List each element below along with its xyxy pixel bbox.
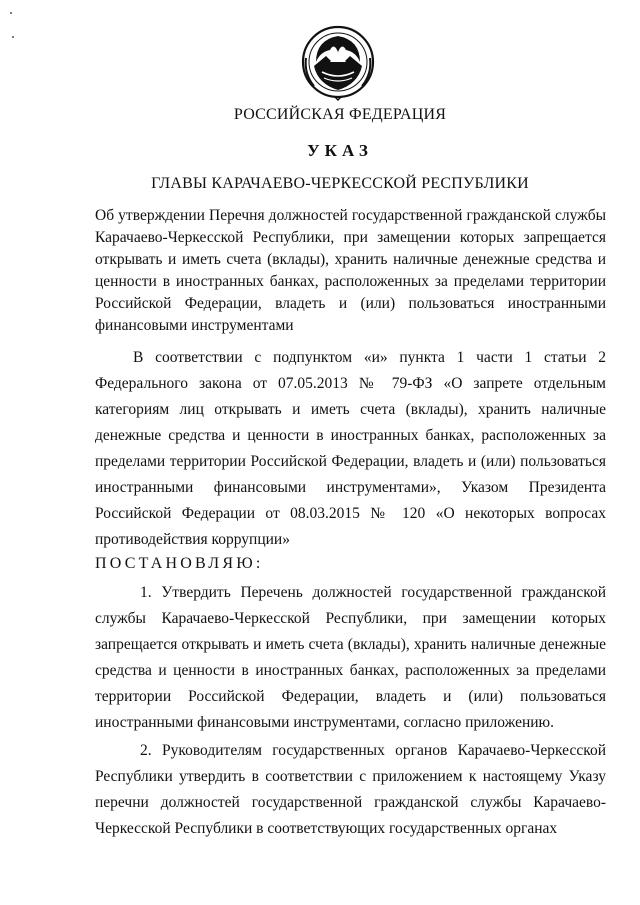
scan-speck	[12, 36, 14, 38]
issuer-heading: ГЛАВЫ КАРАЧАЕВО-ЧЕРКЕССКОЙ РЕСПУБЛИКИ	[151, 175, 529, 192]
preamble-paragraph: В соответствии с подпунктом «и» пункта 1 части 1 статьи 2 Федерального закона от 07.05.2013 № 79-ФЗ «О запрете отдельным категориям лиц открывать и иметь счета (вклады), хранить наличные денежные средства и ценности в иностранных банках, расположенных за пределами территории Российской Федерации, владеть и (или) пользоваться иностранными финансовыми инструментами», Указом Президента Российской Федерации от 08.03.2015 № 120 «О некоторых вопросах противодействия коррупции»	[95, 349, 606, 548]
item-2-paragraph: 2. Руководителям государственных органов Карачаево-Черкесской Республики утвердить в соответствии с приложением к настоящему Указу перечни должностей государственной гражданской службы Карачаево-Черкесской Республики в соответствующих государственных органах	[95, 742, 606, 837]
document-type-heading: УКАЗ	[307, 141, 373, 160]
coat-of-arms-icon	[300, 22, 376, 102]
document-title: Об утверждении Перечня должностей государственной гражданской службы Карачаево-Черкесской Республики, при замещении которых запрещается открывать и иметь счета (вклады), хранить наличные денежные средства и ценности в иностранных банках, расположенных за пределами территории Российской Федерации, владеть и (или) пользоваться иностранными финансовыми инструментами	[95, 207, 606, 334]
country-heading: РОССИЙСКАЯ ФЕДЕРАЦИЯ	[233, 106, 447, 123]
item-1-paragraph: 1. Утвердить Перечень должностей государственной гражданской службы Карачаево-Черкесской Республики, при замещении которых запрещается открывать и иметь счета (вклады), хранить наличные денежные средства и ценности в иностранных банках, расположенных за пределами территории Российской Федерации, владеть и (или) пользоваться иностранными финансовыми инструментами, согласно приложению.	[95, 584, 606, 731]
scan-speck	[10, 12, 12, 14]
resolve-heading: ПОСТАНОВЛЯЮ:	[95, 555, 264, 572]
